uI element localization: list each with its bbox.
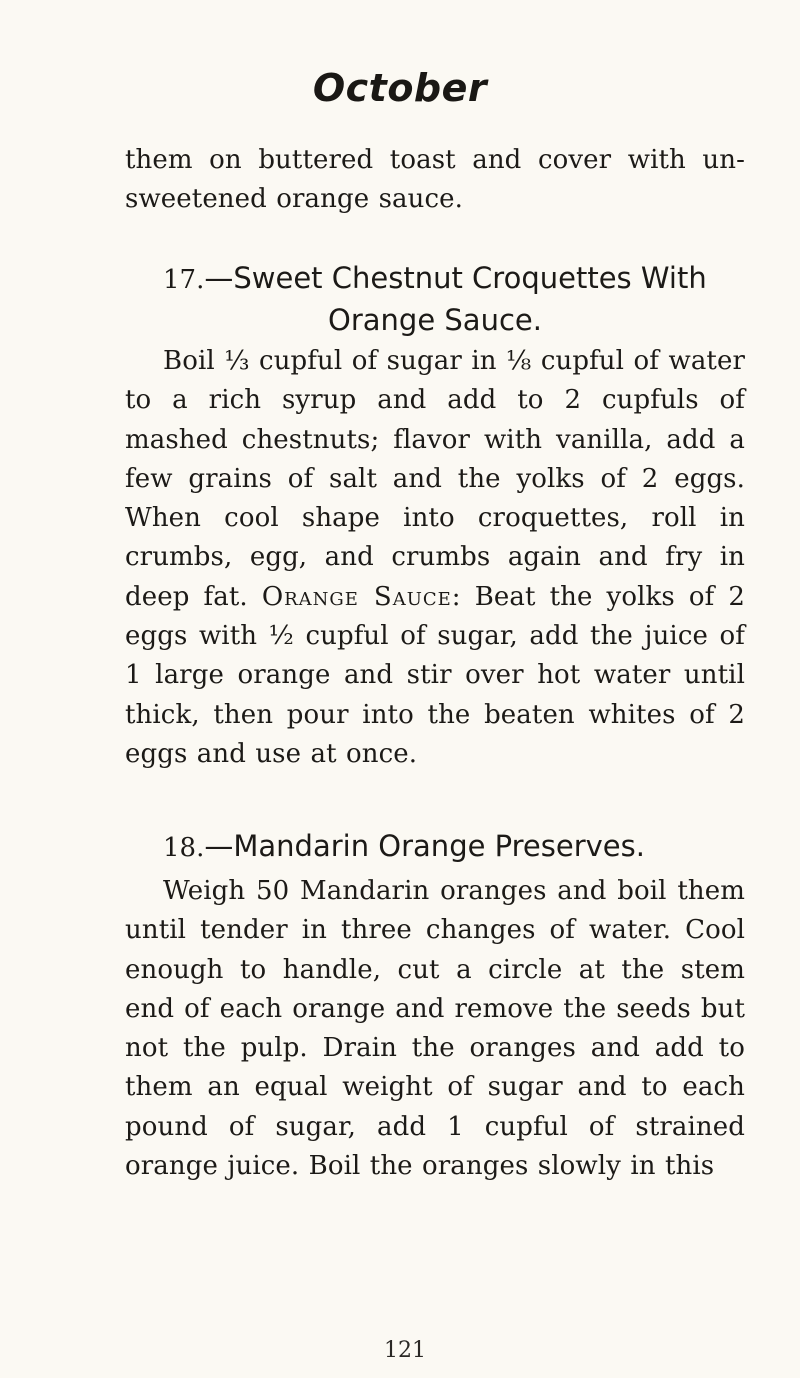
continuation-paragraph (125, 141, 745, 220)
page-number: 121 (384, 1338, 426, 1363)
running-head: October (312, 66, 488, 110)
recipe-17-title-line1: —Sweet Chestnut Croquettes With (204, 261, 707, 295)
recipe-17-body (125, 342, 745, 774)
recipe-17-paragraph (125, 342, 745, 774)
continuation-text: them on buttered toast and cover with un-sweetened orange sauce. (125, 145, 745, 215)
recipe-17-heading (125, 258, 745, 340)
recipe-17-text-part2: : Beat the yolks of 2 eggs with ½ cupful of sugar, add the juice of 1 large orange and stir over hot water until thick, then pour into the beaten whites of 2 eggs and use at once. (125, 581, 746, 769)
recipe-17-title-line2: Orange Sauce. (328, 303, 542, 337)
recipe-18-body (125, 872, 745, 1186)
recipe-18-title: —Mandarin Orange Preserves. (204, 829, 645, 863)
recipe-17-text-part1: Boil ⅓ cupful of sugar in ⅛ cupful of water to a rich syrup and add to 2 cupfuls of mashed chestnuts; flavor with vanilla, add a few grains of salt and the yolks of 2 eggs. When cool shape into croquettes, roll in crumbs, egg, and crumbs again and fry in deep fat. (125, 346, 745, 612)
orange-sauce-label: Orange Sauce (261, 581, 452, 612)
recipe-18-paragraph: Weigh 50 Mandarin oranges and boil them until tender in three changes of water. Cool enough to handle, cut a circle at the stem end of each orange and remove the seeds but not the pulp. Drain the oranges and add to them an equal weight of sugar and to each pound of sugar, add 1 cupful of strained orange juice. Boil the oranges slowly in this (125, 876, 745, 1182)
recipe-18-number: 18. (163, 833, 205, 863)
recipe-18-heading (125, 826, 745, 868)
recipe-17-number: 17. (163, 265, 205, 295)
